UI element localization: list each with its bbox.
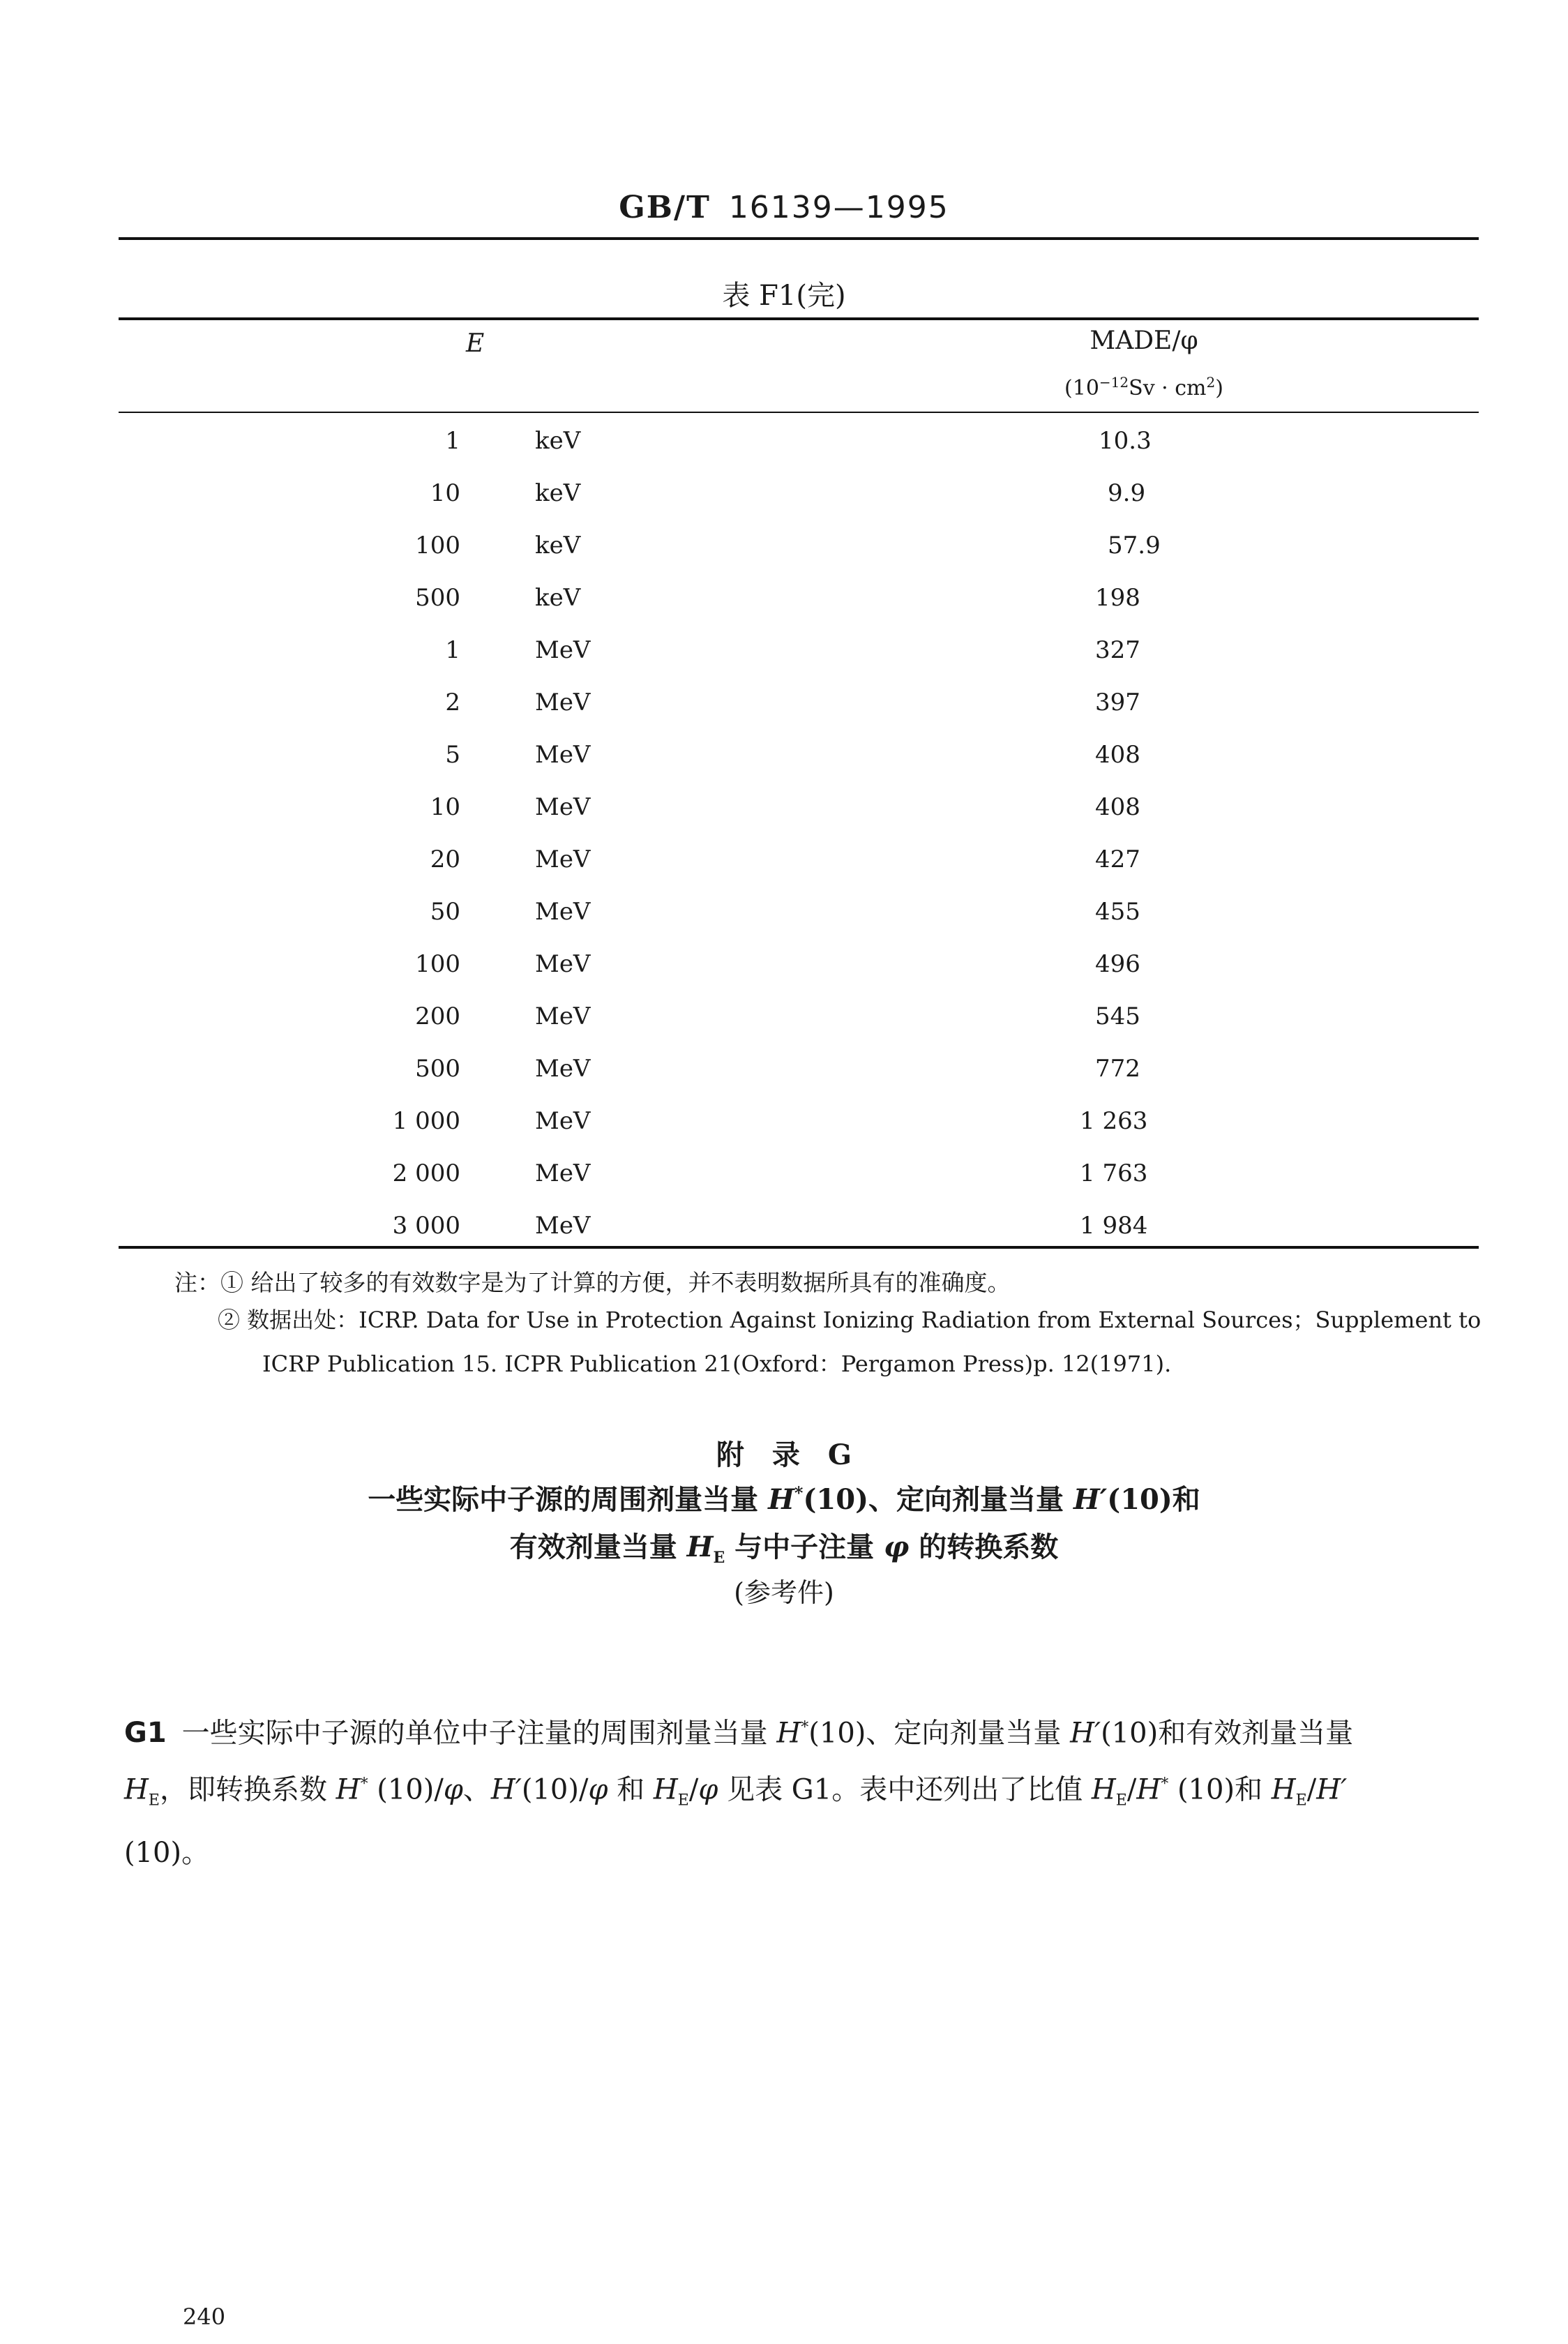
section-number: G1 bbox=[124, 1717, 167, 1750]
table-top-rule bbox=[119, 317, 1479, 320]
table-caption: 表 F1(完) bbox=[722, 280, 846, 312]
table-row: 50 MeV 455 bbox=[430, 898, 1140, 926]
table-row: 100 keV 57.9 bbox=[415, 532, 1161, 559]
table-row: 3 000 MeV 1 984 bbox=[392, 1212, 1148, 1240]
column-header-made: MADE/φ bbox=[1090, 326, 1198, 355]
note-2-line-1: ② 数据出处：ICRP. Data for Use in Protection Against Ionizing Radiation from External Sources；Supplement to bbox=[218, 1307, 1482, 1333]
appendix-title-line-2: 有效剂量当量 $H_E$ 与中子注量 φ 的转换系数 bbox=[509, 1531, 1059, 1567]
table-row: 2 000 MeV 1 763 bbox=[392, 1159, 1148, 1187]
table-row: 1 000 MeV 1 263 bbox=[392, 1107, 1148, 1135]
table-row: 500 MeV 772 bbox=[415, 1055, 1140, 1083]
appendix-subtitle: (参考件) bbox=[734, 1577, 834, 1608]
table-row: 10 keV 9.9 bbox=[430, 479, 1146, 507]
table-row: 500 keV 198 bbox=[415, 584, 1140, 612]
table-bottom-rule bbox=[119, 1246, 1479, 1249]
table-row: 1 MeV 327 bbox=[445, 636, 1140, 664]
table-row: 1 keV 10.3 bbox=[445, 427, 1152, 455]
table-row: 2 MeV 397 bbox=[445, 689, 1140, 716]
header-rule bbox=[119, 237, 1479, 240]
table-row: 5 MeV 408 bbox=[445, 741, 1140, 769]
standard-code: GB/T bbox=[619, 190, 711, 225]
standard-number: 16139—1995 bbox=[728, 190, 949, 225]
table-header-rule bbox=[119, 412, 1479, 413]
column-header-unit: $(10^{-12}Sv \cdot cm^2)$ bbox=[1064, 374, 1223, 400]
document-header bbox=[0, 190, 1568, 225]
table-row: 100 MeV 496 bbox=[415, 950, 1140, 978]
table-row: 10 MeV 408 bbox=[430, 793, 1140, 821]
note-1: 注：① 给出了较多的有效数字是为了计算的方便，并不表明数据所具有的准确度。 bbox=[174, 1269, 1011, 1296]
table-row: 200 MeV 545 bbox=[415, 1002, 1140, 1030]
appendix-label: 附 录 G bbox=[716, 1438, 852, 1471]
page-number: 240 bbox=[183, 2304, 226, 2330]
appendix-title-line-1: 一些实际中子源的周围剂量当量 H*(10)、定向剂量当量 H′(10)和 bbox=[368, 1482, 1200, 1516]
paragraph-line-3: (10)。 bbox=[124, 1836, 210, 1869]
paragraph-line-2: $H_E$，即转换系数 H* (10)/φ、H′(10)/φ 和 $H_E/\varphi$ 见表 G1。表中还列出了比值 $H_E/H^*$ (10)和 $H_E/H'$ bbox=[124, 1773, 1348, 1810]
column-header-energy: E bbox=[466, 329, 485, 358]
note-2-line-2: ICRP Publication 15. ICPR Publication 21(Oxford：Pergamon Press)p. 12(1971). bbox=[262, 1351, 1172, 1377]
table-row: 20 MeV 427 bbox=[430, 846, 1140, 873]
section-g1-paragraph bbox=[124, 1702, 1477, 1879]
paragraph-line-1: G1 一些实际中子源的单位中子注量的周围剂量当量 H*(10)、定向剂量当量 H′(10)和有效剂量当量 bbox=[124, 1717, 1354, 1750]
